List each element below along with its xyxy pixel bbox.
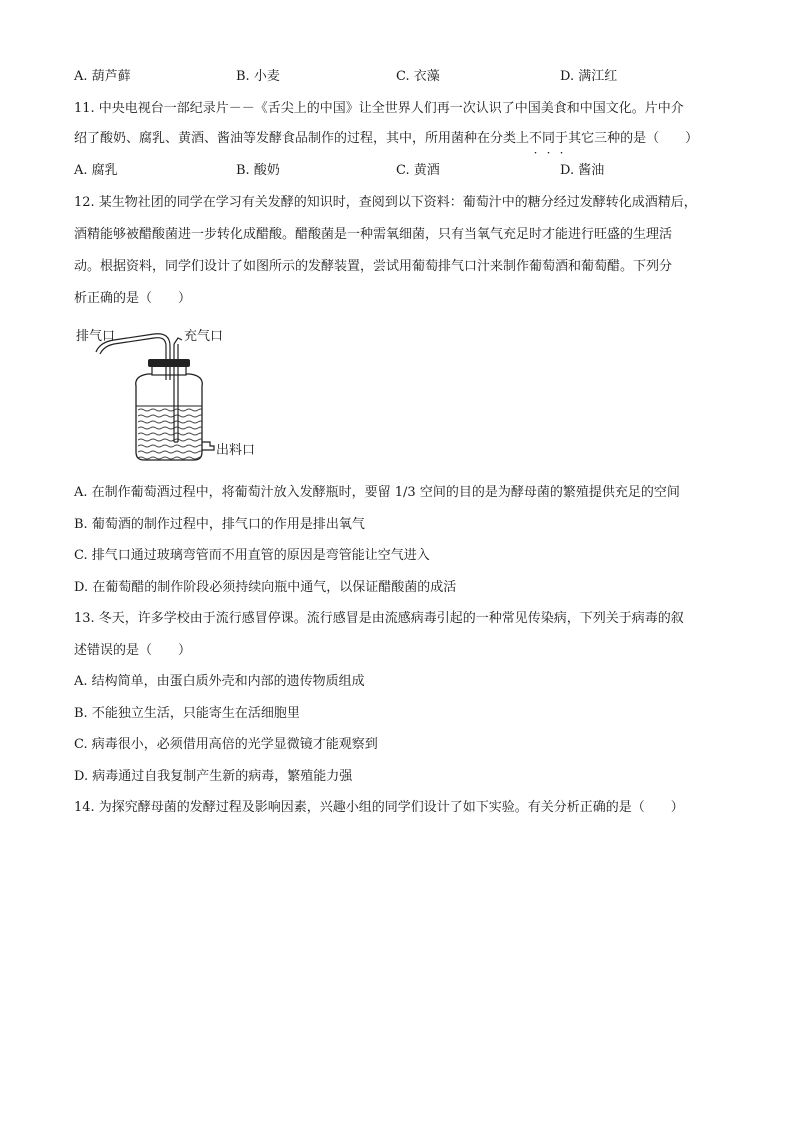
q11-option-b: B. 酸奶 — [236, 163, 280, 178]
q11-emphasis-not-different — [529, 131, 568, 146]
q12-stem-line-2: 酒精能够被醋酸菌进一步转化成醋酸。醋酸菌是一种需氧细菌，只有当氧气充足时才能进行旺盛的生理活 — [74, 227, 673, 242]
q11-option-a: A. 腐乳 — [74, 163, 118, 178]
q10-option-b: B. 小麦 — [236, 69, 280, 84]
emphasis-char: 不 — [529, 131, 543, 146]
q13-option-d: D. 病毒通过自我复制产生新的病毒，繁殖能力强 — [74, 769, 353, 784]
q12-option-a: A. 在制作葡萄酒过程中，将葡萄汁放入发酵瓶时，要留 1/3 空间的目的是为酵母菌的繁殖提供充足的空间 — [74, 485, 680, 500]
q12-option-c: C. 排气口通过玻璃弯管而不用直管的原因是弯管能让空气进入 — [74, 548, 430, 563]
q13-option-a: A. 结构简单，由蛋白质外壳和内部的遗传物质组成 — [74, 674, 365, 689]
q13-option-b: B. 不能独立生活，只能寄生在活细胞里 — [74, 706, 300, 721]
fermentation-apparatus-figure — [74, 324, 284, 468]
q13-option-c: C. 病毒很小，必须借用高倍的光学显微镜才能观察到 — [74, 737, 378, 752]
q11-option-d: D. 酱油 — [560, 163, 605, 178]
q11-stem-line-2: 绍了酸奶、腐乳、黄酒、酱油等发酵食品制作的过程，其中，所用菌种在分类上不同于其它三种的是（ ） — [74, 131, 699, 146]
q12-stem-line-4: 析正确的是（ ） — [74, 291, 192, 306]
q11-stem-line-1: 11. 中央电视台一部纪录片－－《舌尖上的中国》让全世界人们再一次认识了中国美食和中国文化。片中介 — [74, 101, 684, 116]
q12-option-d: D. 在葡萄醋的制作阶段必须持续向瓶中通气，以保证醋酸菌的成活 — [74, 580, 457, 595]
q13-stem-line-2: 述错误的是（ ） — [74, 643, 192, 658]
bottle-stopper — [148, 359, 190, 367]
q12-stem-line-3: 动。根据资料，同学们设计了如图所示的发酵装置，尝试用葡萄排气口汁来制作葡萄酒和葡萄醋。下列分 — [74, 259, 673, 274]
outlet-port-label: 出料口 — [216, 443, 256, 458]
q13-stem-line-1: 13. 冬天，许多学校由于流行感冒停课。流行感冒是由流感病毒引起的一种常见传染病，下列关于病毒的叙 — [74, 611, 684, 626]
inflate-port-label: 充气口 — [184, 329, 224, 344]
q14-stem-line-1: 14. 为探究酵母菌的发酵过程及影响因素，兴趣小组的同学们设计了如下实验。有关分析正确的是（ ） — [74, 800, 684, 815]
emphasis-char: 同 — [542, 131, 556, 146]
bottle-neck — [152, 366, 186, 375]
fermentation-bottle-diagram — [74, 324, 284, 464]
q12-stem-line-1: 12. 某生物社团的同学在学习有关发酵的知识时，查阅到以下资料：葡萄汁中的糖分经过发酵转化成酒精后， — [74, 195, 697, 210]
q12-option-b: B. 葡萄酒的制作过程中，排气口的作用是排出氧气 — [74, 517, 365, 532]
q10-option-a: A. 葫芦藓 — [74, 69, 131, 84]
liquid-surface — [134, 406, 206, 462]
q10-option-d: D. 满江红 — [560, 69, 618, 84]
exhaust-port-label: 排气口 — [76, 329, 116, 344]
outlet-spout — [202, 442, 214, 450]
q11-option-c: C. 黄酒 — [396, 163, 440, 178]
q10-option-c: C. 衣藻 — [396, 69, 440, 84]
emphasis-char: 于 — [555, 131, 569, 146]
